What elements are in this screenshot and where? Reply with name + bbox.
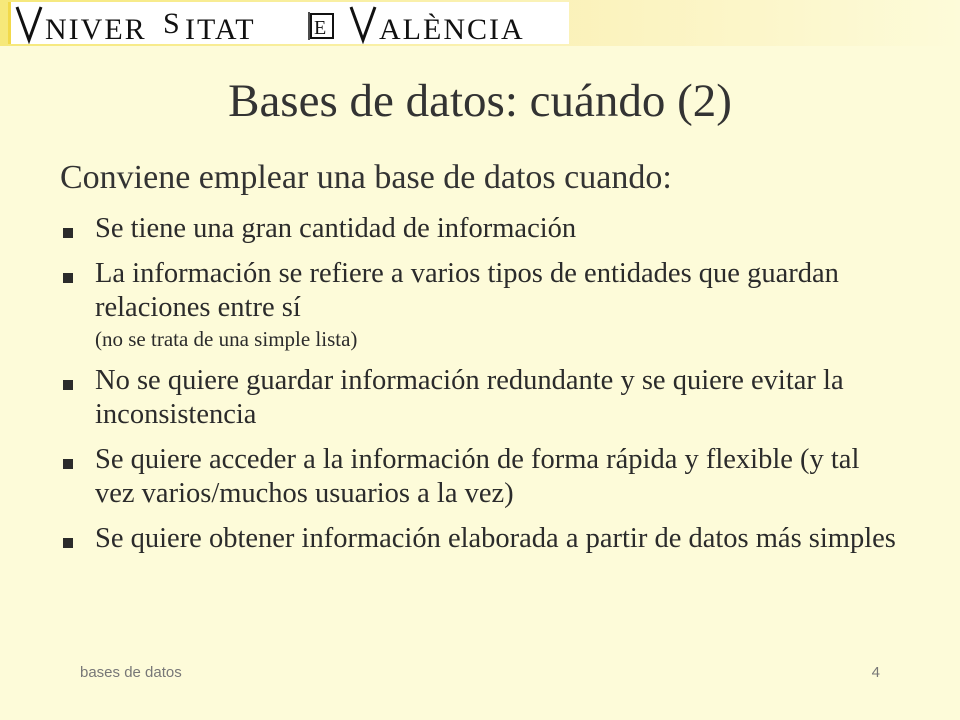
slide-page-number: 4 [871, 664, 880, 681]
bullet-text: No se quiere guardar información redundante y se quiere evitar la inconsistencia [95, 365, 844, 430]
bullet-list [60, 212, 900, 567]
svg-text:S: S [163, 7, 180, 40]
university-logo-graphic [11, 2, 566, 44]
square-bullet-icon [63, 273, 73, 283]
bullet-item [60, 257, 900, 353]
bullet-item [60, 443, 900, 511]
footer-course-label: bases de datos [80, 664, 182, 681]
bullet-text: Se quiere acceder a la información de forma rápida y flexible (y tal vez varios/muchos usuarios a la vez) [95, 444, 860, 509]
bullet-text: La información se refiere a varios tipos de entidades que guardan relaciones entre sí [95, 258, 839, 323]
bullet-item [60, 212, 900, 246]
square-bullet-icon [63, 228, 73, 238]
university-logo [8, 2, 569, 44]
svg-text:E: E [314, 17, 327, 39]
bullet-item [60, 364, 900, 432]
square-bullet-icon [63, 380, 73, 390]
svg-text:ITAT: ITAT [185, 13, 256, 44]
bullet-item [60, 522, 900, 556]
svg-text:ALÈNCIA: ALÈNCIA [379, 13, 525, 44]
bullet-note: (no se trata de una simple lista) [95, 327, 358, 351]
square-bullet-icon [63, 459, 73, 469]
slide-title: Bases de datos: cuándo (2) [228, 75, 732, 127]
slide-intro: Conviene emplear una base de datos cuando: [60, 159, 672, 196]
header-band [0, 0, 960, 46]
svg-text:NIVER: NIVER [45, 13, 147, 44]
bullet-text: Se quiere obtener información elaborada a partir de datos más simples [95, 523, 896, 554]
square-bullet-icon [63, 538, 73, 548]
bullet-text: Se tiene una gran cantidad de información [95, 213, 577, 244]
